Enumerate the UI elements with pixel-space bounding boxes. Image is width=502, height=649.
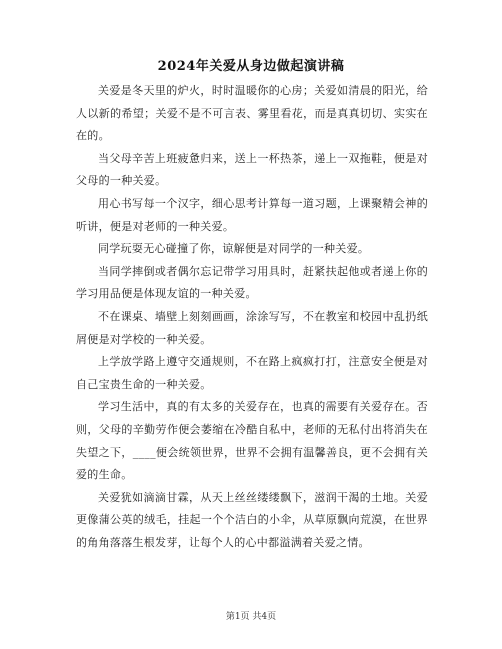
- paragraph: 用心书写每一个汉字，细心思考计算每一道习题，上课聚精会神的听讲，便是对老师的一种关爱。: [76, 196, 428, 233]
- paragraph: 关爱是冬天里的炉火，时时温暖你的心房；关爱如清晨的阳光，给人以新的希望；关爱不是不可言表、雾里看花，而是真真切切、实实在在的。: [76, 84, 428, 143]
- paragraph: 学习生活中，真的有太多的关爱存在，也真的需要有关爱存在。否则，父母的辛勤劳作便会萎缩在冷酷自私中，老师的无私付出将消失在失望之下，____便会统领世界，世界不会拥有温馨善良，更不会拥有关爱的生命。: [76, 400, 428, 482]
- paragraph: 上学放学路上遵守交通规则，不在路上疯疯打打，注意安全便是对自己宝贵生命的一种关爱。: [76, 355, 428, 391]
- document-title: 2024年关爱从身边做起演讲稿: [157, 59, 345, 74]
- paragraph: 不在课桌、墙壁上刻刻画画，涂涂写写，不在教室和校园中乱扔纸屑便是对学校的一种关爱。: [76, 309, 428, 346]
- paragraph: 当父母辛苦上班疲惫归来，送上一杯热茶，递上一双拖鞋，便是对父母的一种关爱。: [76, 151, 428, 188]
- document-body: [76, 80, 428, 554]
- paragraph: 关爱犹如滴滴甘霖，从天上丝丝缕缕飘下，滋润干渴的土地。关爱更像蒲公英的绒毛，挂起一个个洁白的小伞，从草原飘向荒漠，在世界的角角落落生根发芽，让每个人的心中都溢满着关爱之情。: [76, 490, 428, 549]
- paragraph: 当同学摔倒或者偶尔忘记带学习用具时，赶紧扶起他或者递上你的学习用品便是体现友谊的一种关爱。: [76, 264, 428, 301]
- page-number-footer: 第1页 共4页: [225, 612, 277, 622]
- paragraph: 同学玩耍无心碰撞了你，谅解便是对同学的一种关爱。: [98, 242, 370, 256]
